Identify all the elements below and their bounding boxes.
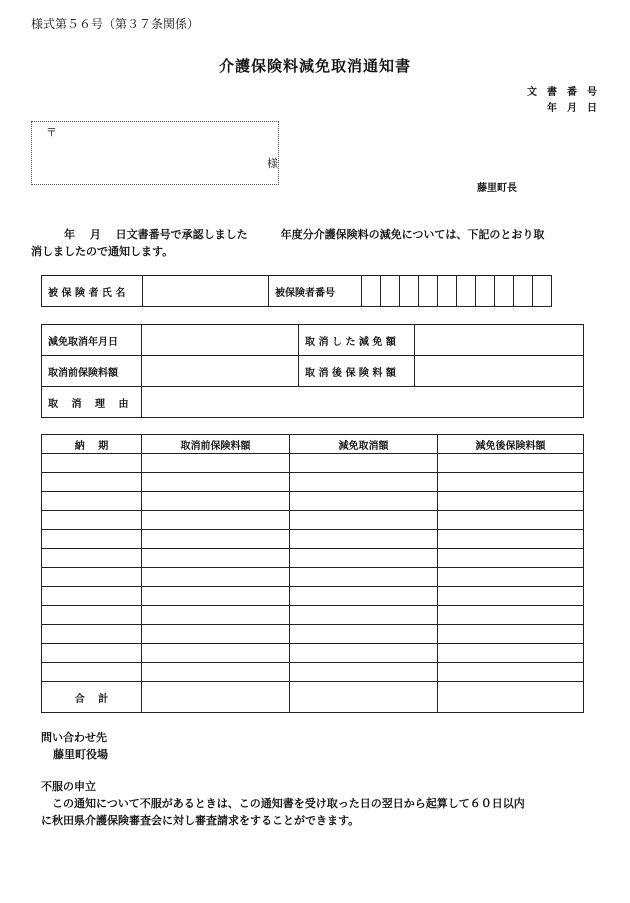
number-digit-cell bbox=[419, 276, 438, 307]
inquiry-section bbox=[41, 729, 108, 763]
reason-label: 取 消 理 由 bbox=[42, 387, 142, 418]
postal-mark: 〒 bbox=[46, 126, 57, 139]
premium-before-label: 取消前保険料額 bbox=[42, 356, 142, 387]
number-digit-cell bbox=[533, 276, 552, 307]
table-row bbox=[42, 473, 584, 492]
inquiry-office: 藤里町役場 bbox=[53, 748, 108, 761]
insured-name-field bbox=[143, 276, 269, 307]
number-digit-cell bbox=[457, 276, 476, 307]
table-row bbox=[42, 587, 584, 606]
table-row bbox=[42, 492, 584, 511]
premium-after-label: 取 消 後 保 険 料 額 bbox=[299, 356, 415, 387]
honorific: 様 bbox=[267, 157, 278, 170]
table-row bbox=[42, 625, 584, 644]
reason-field bbox=[142, 387, 584, 418]
cancel-amount-field bbox=[415, 325, 584, 356]
table-row bbox=[42, 511, 584, 530]
premium-before-field bbox=[142, 356, 299, 387]
insured-number-label: 被保険者番号 bbox=[269, 276, 362, 307]
number-digit-cell bbox=[495, 276, 514, 307]
objection-section bbox=[41, 778, 601, 829]
table-row bbox=[42, 644, 584, 663]
intro-text bbox=[31, 226, 599, 260]
intro-line-1: 年 月 日文書番号で承認しました 年度分介護保険料の減免については、下記のとおり取 bbox=[31, 228, 545, 241]
inquiry-heading: 問い合わせ先 bbox=[41, 731, 107, 744]
header-exemption-cancelled: 減免取消額 bbox=[290, 435, 438, 454]
insured-name-label: 被 保 険 者 氏 名 bbox=[42, 276, 143, 307]
number-digit-cell bbox=[381, 276, 400, 307]
cancel-date-label: 減免取消年月日 bbox=[42, 325, 142, 356]
number-digit-cell bbox=[514, 276, 533, 307]
table-row bbox=[42, 454, 584, 473]
table-row bbox=[42, 530, 584, 549]
cancellation-table bbox=[41, 324, 584, 418]
cancel-date-field bbox=[142, 325, 299, 356]
table-row bbox=[42, 606, 584, 625]
doc-number-label: 文 書 番 号 bbox=[527, 87, 597, 98]
intro-line-2: 消しましたので通知します。 bbox=[31, 245, 174, 258]
premium-after-field bbox=[415, 356, 584, 387]
number-digit-cell bbox=[476, 276, 495, 307]
header-premium-after: 減免後保険料額 bbox=[438, 435, 584, 454]
header-due-period: 納 期 bbox=[42, 435, 142, 454]
document-title: 介護保険料減免取消通知書 bbox=[218, 57, 411, 75]
objection-heading: 不服の申立 bbox=[41, 780, 96, 793]
address-box bbox=[31, 121, 279, 185]
total-label: 合 計 bbox=[42, 682, 142, 713]
number-digit-cell bbox=[438, 276, 457, 307]
table-row bbox=[42, 549, 584, 568]
number-digit-cell bbox=[362, 276, 381, 307]
table-row bbox=[42, 663, 584, 682]
insured-table bbox=[41, 275, 552, 307]
table-row bbox=[42, 568, 584, 587]
objection-line-1: この通知について不服があるときは、この通知書を受け取った日の翌日から起算して６０日以内 bbox=[41, 797, 525, 810]
form-number: 様式第５６号（第３７条関係） bbox=[31, 17, 200, 31]
schedule-table bbox=[41, 434, 584, 713]
objection-line-2: に秋田県介護保険審査会に対し審査請求をすることができます。 bbox=[41, 814, 360, 827]
header-premium-before: 取消前保険料額 bbox=[142, 435, 290, 454]
cancel-amount-label: 取 消 し た 減 免 額 bbox=[299, 325, 415, 356]
issuer: 藤里町長 bbox=[477, 183, 517, 194]
number-digit-cell bbox=[400, 276, 419, 307]
total-row bbox=[42, 682, 584, 713]
date-label: 年 月 日 bbox=[547, 103, 597, 114]
